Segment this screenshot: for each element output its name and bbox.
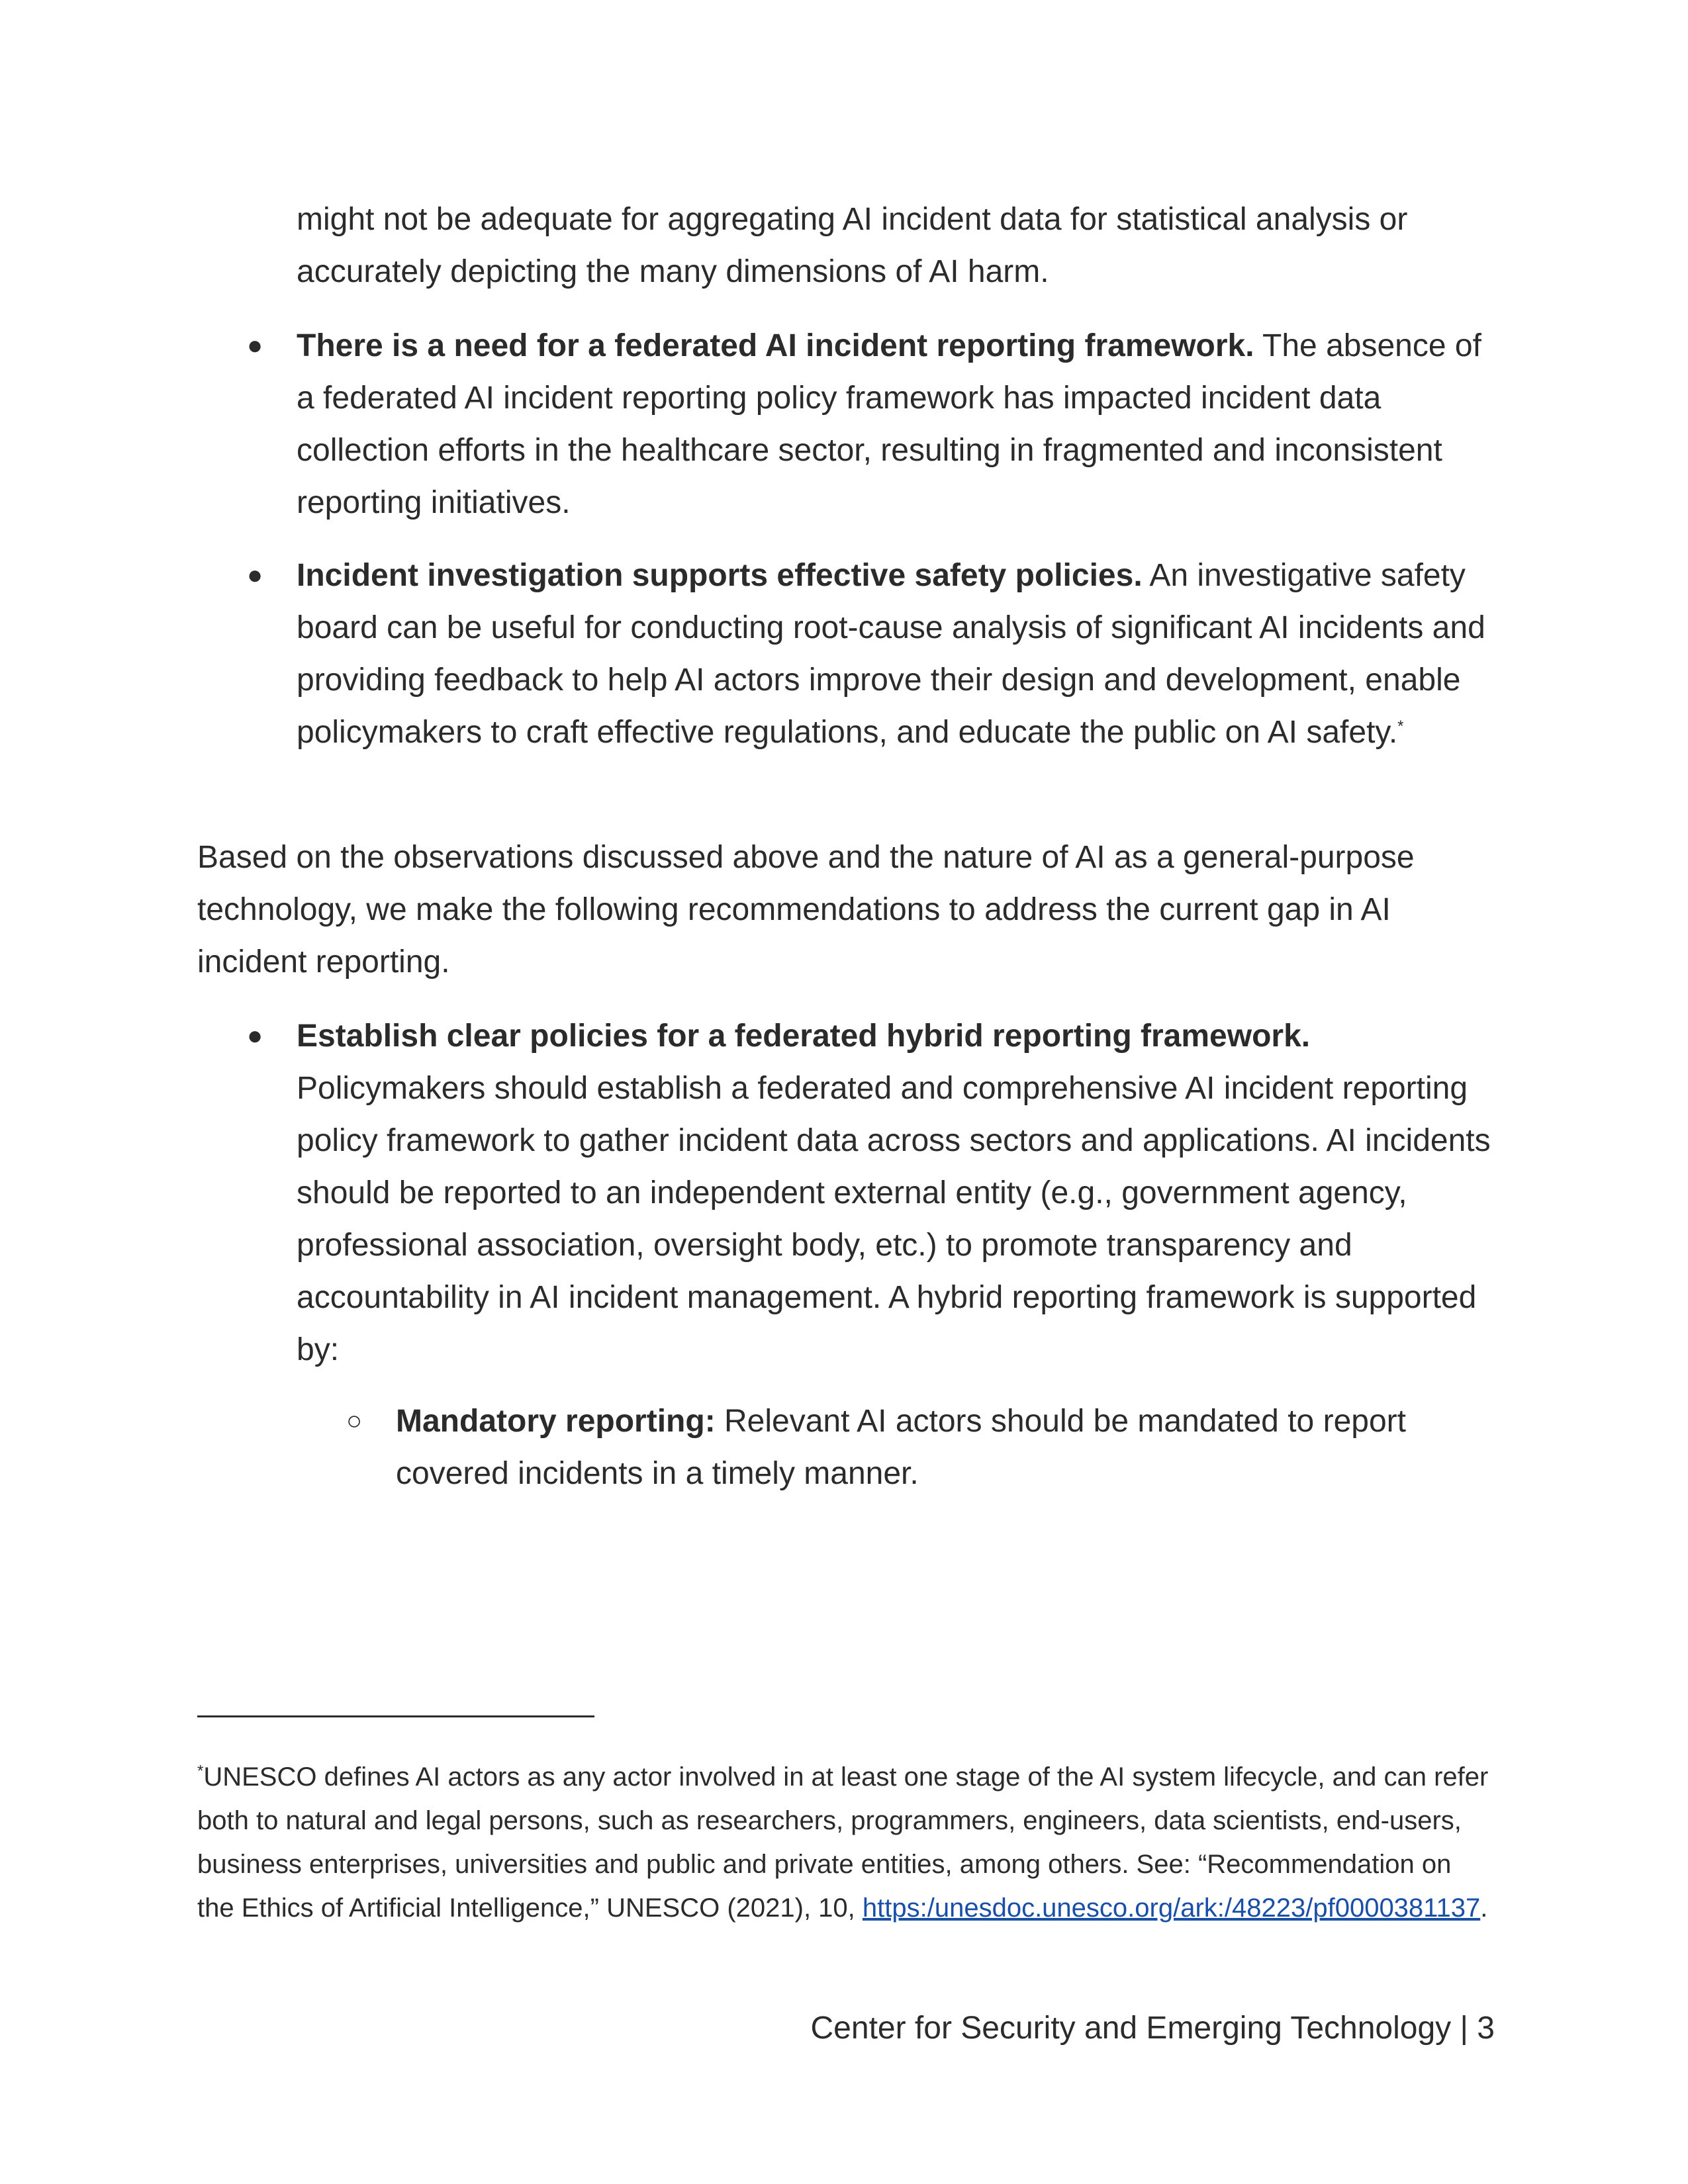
finding-lead: There is a need for a federated AI incident reporting framework. bbox=[297, 328, 1254, 363]
recommendation-body: Policymakers should establish a federated and comprehensive AI incident reporting policy framework to gather incident data across sectors and applications. AI incidents should be reported to an independent external entity (e.g., government agency, professional association, oversight body, etc.) to promote transparency and accountability in AI incident management. A hybrid reporting framework is supported by: bbox=[297, 1071, 1491, 1367]
intro-paragraph bbox=[197, 831, 1495, 988]
sub-item-lead: Mandatory reporting: bbox=[396, 1404, 716, 1439]
recommendation-lead: Establish clear policies for a federated hybrid reporting framework. bbox=[297, 1019, 1311, 1054]
continuation-text bbox=[297, 193, 1495, 298]
bullet-icon: ● bbox=[247, 1021, 263, 1050]
finding-item bbox=[247, 320, 1495, 529]
bullet-icon: ● bbox=[247, 561, 263, 590]
footnote-link[interactable]: https:/unesdoc.unesco.org/ark:/48223/pf0000381137 bbox=[862, 1893, 1481, 1923]
recommendation-item bbox=[247, 1010, 1495, 1376]
footnote-text: UNESCO defines AI actors as any actor involved in at least one stage of the AI system lifecycle, and can refer both to natural and legal persons, such as researchers, programmers, engineers, data scientists, end-users, business enterprises, universities and public and private entities, among others. See: “Recommendation on the Ethics of Artificial Intelligence,” UNESCO (2021), 10, bbox=[197, 1762, 1489, 1923]
finding-body: An investigative safety board can be useful for conducting root-cause analysis of significant AI incidents and providing feedback to help AI actors improve their design and development, enable policymakers to craft effective regulations, and educate the public on AI safety. bbox=[297, 558, 1485, 750]
intro-paragraph-text: Based on the observations discussed above and the nature of AI as a general-purpose technology, we make the following recommendations to address the current gap in AI incident reporting. bbox=[197, 840, 1415, 979]
footnote-marker: * bbox=[197, 1762, 204, 1780]
footnote bbox=[197, 1755, 1495, 1930]
footer-org: Center for Security and Emerging Technology bbox=[810, 2011, 1452, 2046]
footnote-divider bbox=[197, 1715, 594, 1717]
bullet-icon: ● bbox=[247, 331, 263, 360]
footer-separator: | bbox=[1451, 2011, 1477, 2046]
finding-body: The absence of a federated AI incident reporting policy framework has impacted incident data collection efforts in the healthcare sector, resulting in fragmented and inconsistent reporting initiatives. bbox=[297, 328, 1481, 520]
sub-item bbox=[346, 1395, 1495, 1500]
page-footer bbox=[811, 2002, 1495, 2054]
continuation-body: might not be adequate for aggregating AI incident data for statistical analysis or accurately depicting the many dimensions of AI harm. bbox=[297, 202, 1408, 289]
sub-item-body: Relevant AI actors should be mandated to report covered incidents in a timely manner. bbox=[396, 1404, 1406, 1491]
hollow-bullet-icon: ○ bbox=[346, 1406, 363, 1435]
footnote-trailing: . bbox=[1480, 1893, 1488, 1923]
page-number: 3 bbox=[1477, 2011, 1495, 2046]
finding-item bbox=[247, 549, 1495, 758]
footnote-reference[interactable]: * bbox=[1397, 717, 1404, 735]
finding-lead: Incident investigation supports effective safety policies. bbox=[297, 558, 1143, 593]
